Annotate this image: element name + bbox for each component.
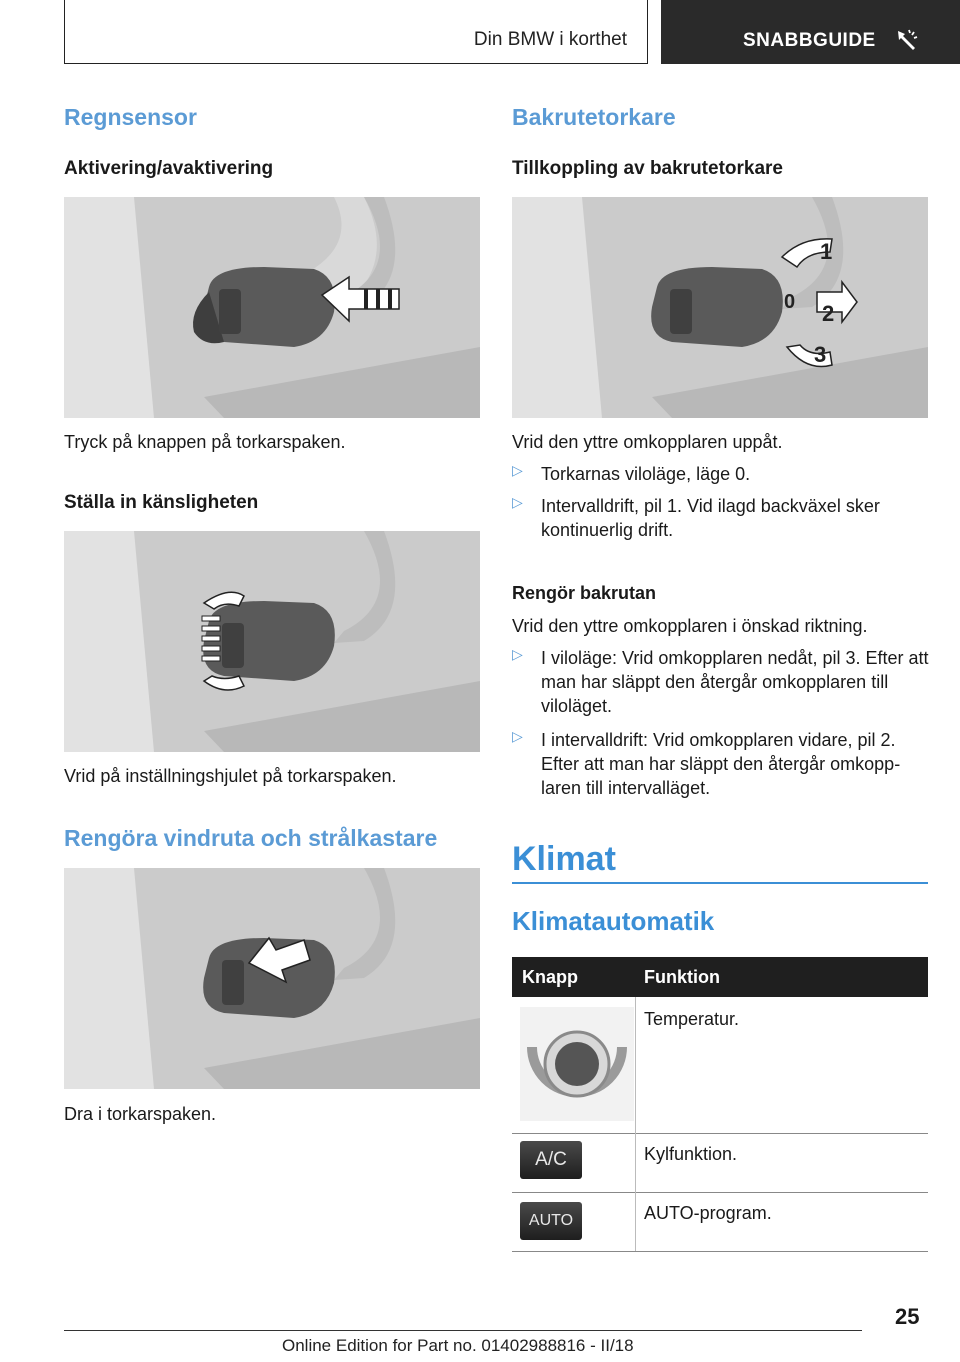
section-title-regnsensor: Regnsensor <box>64 104 197 130</box>
header-section-title: SNABBGUIDE <box>743 30 876 51</box>
triangle-bullet-icon: ▷ <box>512 646 523 662</box>
instruction-turn-direction: Vrid den yttre omkopplaren i önskad riktning. <box>512 616 868 636</box>
caption-turn-wheel: Vrid på inställningshjulet på torkarspaken. <box>64 766 397 786</box>
subsection-title-activation: Aktivering/avaktivering <box>64 158 274 179</box>
fig-label-3: 3 <box>814 342 827 367</box>
section-title-rear-wiper: Bakrutetorkare <box>512 104 676 130</box>
footer-rule <box>64 1330 862 1331</box>
column-header-button: Knapp <box>522 967 578 987</box>
subsection-title-clean-rear: Rengör bakrutan <box>512 583 657 603</box>
caption-turn-up: Vrid den yttre omkopplaren uppåt. <box>512 432 783 452</box>
figure-wiper-stalk-press <box>64 197 480 418</box>
subsection-title-rear-wiper-on: Tillkoppling av bakrutetorkare <box>512 158 784 179</box>
fig-label-1: 1 <box>820 239 833 264</box>
ac-button-icon: A/C <box>520 1141 582 1179</box>
column-divider <box>635 997 636 1251</box>
temperature-dial-icon <box>520 1007 634 1121</box>
table-row <box>512 1134 928 1192</box>
function-temperature: Temperatur. <box>644 1009 740 1029</box>
fig-label-2: 2 <box>822 301 835 326</box>
figure-rear-wiper-switch <box>512 197 928 418</box>
star-pointer-icon <box>895 28 919 52</box>
row-divider <box>512 1251 928 1252</box>
table-header <box>512 957 928 997</box>
column-header-function: Funktion <box>644 967 720 987</box>
fig-label-0: 0 <box>784 291 796 313</box>
triangle-bullet-icon: ▷ <box>512 728 523 744</box>
auto-button-icon: AUTO <box>520 1202 582 1240</box>
function-cooling: Kylfunktion. <box>644 1144 738 1164</box>
header-section-tab <box>661 0 960 64</box>
page-number: 25 <box>895 1304 920 1329</box>
figure-pull-stalk <box>64 868 480 1089</box>
table-row <box>512 1193 928 1251</box>
table-row <box>512 997 928 1133</box>
function-auto: AUTO-program. <box>644 1203 772 1223</box>
chapter-title-klimat: Klimat <box>512 840 616 878</box>
triangle-bullet-icon: ▷ <box>512 494 523 510</box>
caption-pull-stalk: Dra i torkarspaken. <box>64 1104 217 1124</box>
chapter-divider <box>512 882 928 884</box>
footer-edition: Online Edition for Part no. 01402988816 - II/18 <box>282 1336 634 1355</box>
header-chapter-title: Din BMW i korthet <box>473 29 627 50</box>
triangle-bullet-icon: ▷ <box>512 462 523 478</box>
header-left-box <box>64 0 648 64</box>
figure-sensitivity-wheel <box>64 531 480 752</box>
section-title-climate-auto: Klimatautomatik <box>512 906 715 936</box>
section-title-cleaning: Rengöra vindruta och strålkastare <box>64 825 438 851</box>
subsection-title-sensitivity: Ställa in känsligheten <box>64 492 259 513</box>
caption-press-button: Tryck på knappen på torkarspaken. <box>64 432 346 452</box>
